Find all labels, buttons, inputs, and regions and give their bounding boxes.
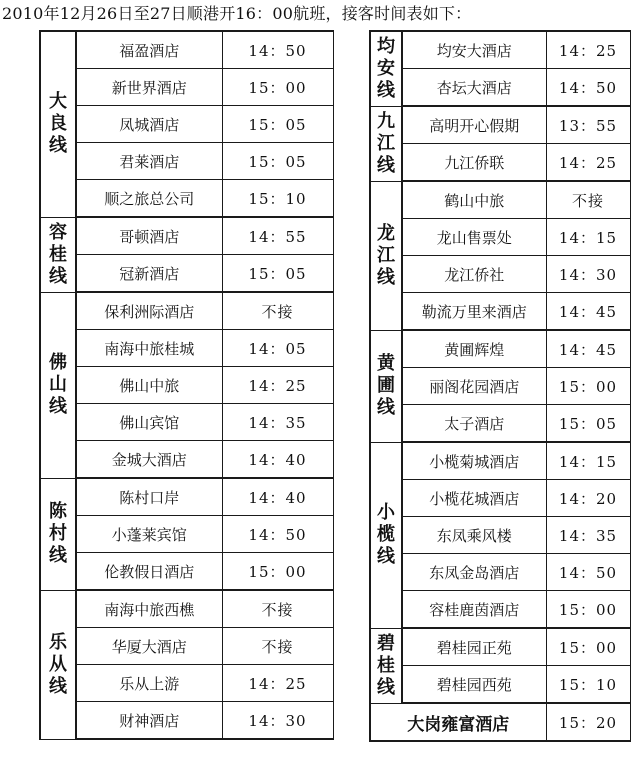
pickup-location: 财神酒店 [76,702,222,740]
pickup-time: 14：45 [546,293,630,331]
pickup-location: 均安大酒店 [402,31,546,69]
pickup-time: 15：05 [222,255,333,293]
pickup-location: 龙江侨社 [402,256,546,293]
pickup-location: 君莱酒店 [76,143,222,180]
schedule-row [40,478,333,516]
schedule-row [370,628,630,666]
standalone-pickup-time: 15：20 [546,703,630,741]
pickup-location: 东凤金岛酒店 [402,554,546,591]
pickup-location: 勒流万里来酒店 [402,293,546,331]
pickup-location: 佛山宾馆 [76,404,222,441]
route-line-label: 佛山线 [40,292,76,478]
route-line-label: 陈村线 [40,478,76,590]
pickup-time: 14：25 [222,665,333,702]
route-line-label: 均安线 [370,31,402,106]
schedule-row [40,69,333,106]
pickup-time: 15：05 [222,106,333,143]
pickup-time: 不接 [222,590,333,628]
pickup-time: 15：05 [546,405,630,443]
pickup-time: 14：25 [222,367,333,404]
schedule-row [40,143,333,180]
page-title: 2010年12月26日至27日顺港开16：00航班，接客时间表如下： [2,4,472,23]
pickup-location: 佛山中旅 [76,367,222,404]
pickup-location: 丽阁花园酒店 [402,368,546,405]
schedule-row [40,516,333,553]
pickup-time: 不接 [546,181,630,219]
pickup-location: 新世界酒店 [76,69,222,106]
pickup-location: 顺之旅总公司 [76,180,222,218]
schedule-row [40,367,333,404]
pickup-location: 九江侨联 [402,144,546,182]
pickup-time: 14：35 [546,517,630,554]
route-line-label: 乐从线 [40,590,76,739]
pickup-location: 碧桂园西苑 [402,666,546,704]
pickup-location: 龙山售票处 [402,219,546,256]
pickup-time: 15：10 [222,180,333,218]
pickup-location: 东凤乘风楼 [402,517,546,554]
route-line-label: 九江线 [370,106,402,181]
pickup-time: 14：40 [222,441,333,479]
pickup-location: 小榄菊城酒店 [402,442,546,480]
pickup-time: 14：30 [546,256,630,293]
pickup-location: 陈村口岸 [76,478,222,516]
pickup-location: 杏坛大酒店 [402,69,546,107]
schedule-row [370,31,630,69]
route-line-label: 黄圃线 [370,330,402,442]
route-line-label: 龙江线 [370,181,402,330]
pickup-time: 14：50 [546,554,630,591]
pickup-location: 小蓬莱宾馆 [76,516,222,553]
schedule-row [370,666,630,704]
schedule-row [370,405,630,443]
pickup-time: 14：50 [546,69,630,107]
pickup-time: 14：15 [546,219,630,256]
schedule-row [40,330,333,367]
schedule-row [40,702,333,740]
schedule-row [370,144,630,182]
schedule-row [370,442,630,480]
pickup-location: 黄圃辉煌 [402,330,546,368]
schedule-row [370,69,630,107]
schedule-row [40,292,333,330]
pickup-location: 容桂鹿茵酒店 [402,591,546,629]
pickup-time: 13：55 [546,106,630,144]
route-line-label: 小榄线 [370,442,402,628]
pickup-time: 14：15 [546,442,630,480]
pickup-location: 太子酒店 [402,405,546,443]
schedule-row [370,480,630,517]
pickup-time: 不接 [222,292,333,330]
pickup-time: 15：00 [222,69,333,106]
schedule-row [40,665,333,702]
pickup-location: 南海中旅西樵 [76,590,222,628]
pickup-time: 不接 [222,628,333,665]
pickup-location: 金城大酒店 [76,441,222,479]
pickup-location: 哥顿酒店 [76,217,222,255]
pickup-location: 鹤山中旅 [402,181,546,219]
schedule-row [40,553,333,591]
route-line-label: 大良线 [40,31,76,217]
pickup-location: 伦教假日酒店 [76,553,222,591]
pickup-location: 凤城酒店 [76,106,222,143]
standalone-row [370,703,630,741]
schedule-row [370,219,630,256]
pickup-time: 15：00 [222,553,333,591]
pickup-location: 华厦大酒店 [76,628,222,665]
schedule-row [40,217,333,255]
schedule-row [40,441,333,479]
pickup-time: 14：35 [222,404,333,441]
schedule-row [40,404,333,441]
schedule-row [370,554,630,591]
left-schedule-table [39,30,334,740]
schedule-row [370,368,630,405]
pickup-location: 保利洲际酒店 [76,292,222,330]
pickup-location: 小榄花城酒店 [402,480,546,517]
pickup-location: 南海中旅桂城 [76,330,222,367]
pickup-time: 15：05 [222,143,333,180]
pickup-location: 冠新酒店 [76,255,222,293]
pickup-time: 14：30 [222,702,333,740]
pickup-time: 15：10 [546,666,630,704]
pickup-time: 14：50 [222,31,333,69]
schedule-row [370,330,630,368]
route-line-label: 碧桂线 [370,628,402,703]
pickup-location: 福盈酒店 [76,31,222,69]
pickup-time: 15：00 [546,368,630,405]
pickup-time: 15：00 [546,591,630,629]
route-line-label: 容桂线 [40,217,76,292]
schedule-row [40,628,333,665]
schedule-row [370,591,630,629]
pickup-time: 14：25 [546,31,630,69]
pickup-time: 15：00 [546,628,630,666]
schedule-row [40,255,333,293]
pickup-time: 14：50 [222,516,333,553]
schedule-row [370,256,630,293]
schedule-row [40,180,333,218]
pickup-location: 高明开心假期 [402,106,546,144]
pickup-time: 14：55 [222,217,333,255]
pickup-time: 14：20 [546,480,630,517]
pickup-time: 14：05 [222,330,333,367]
schedule-row [40,31,333,69]
pickup-time: 14：40 [222,478,333,516]
pickup-location: 乐从上游 [76,665,222,702]
standalone-pickup-location: 大岗雍富酒店 [370,703,546,741]
schedule-row [370,517,630,554]
pickup-time: 14：25 [546,144,630,182]
schedule-row [370,181,630,219]
right-schedule-table [369,30,631,742]
schedule-row [370,293,630,331]
schedule-row [40,590,333,628]
schedule-row [40,106,333,143]
schedule-row [370,106,630,144]
pickup-time: 14：45 [546,330,630,368]
pickup-location: 碧桂园正苑 [402,628,546,666]
